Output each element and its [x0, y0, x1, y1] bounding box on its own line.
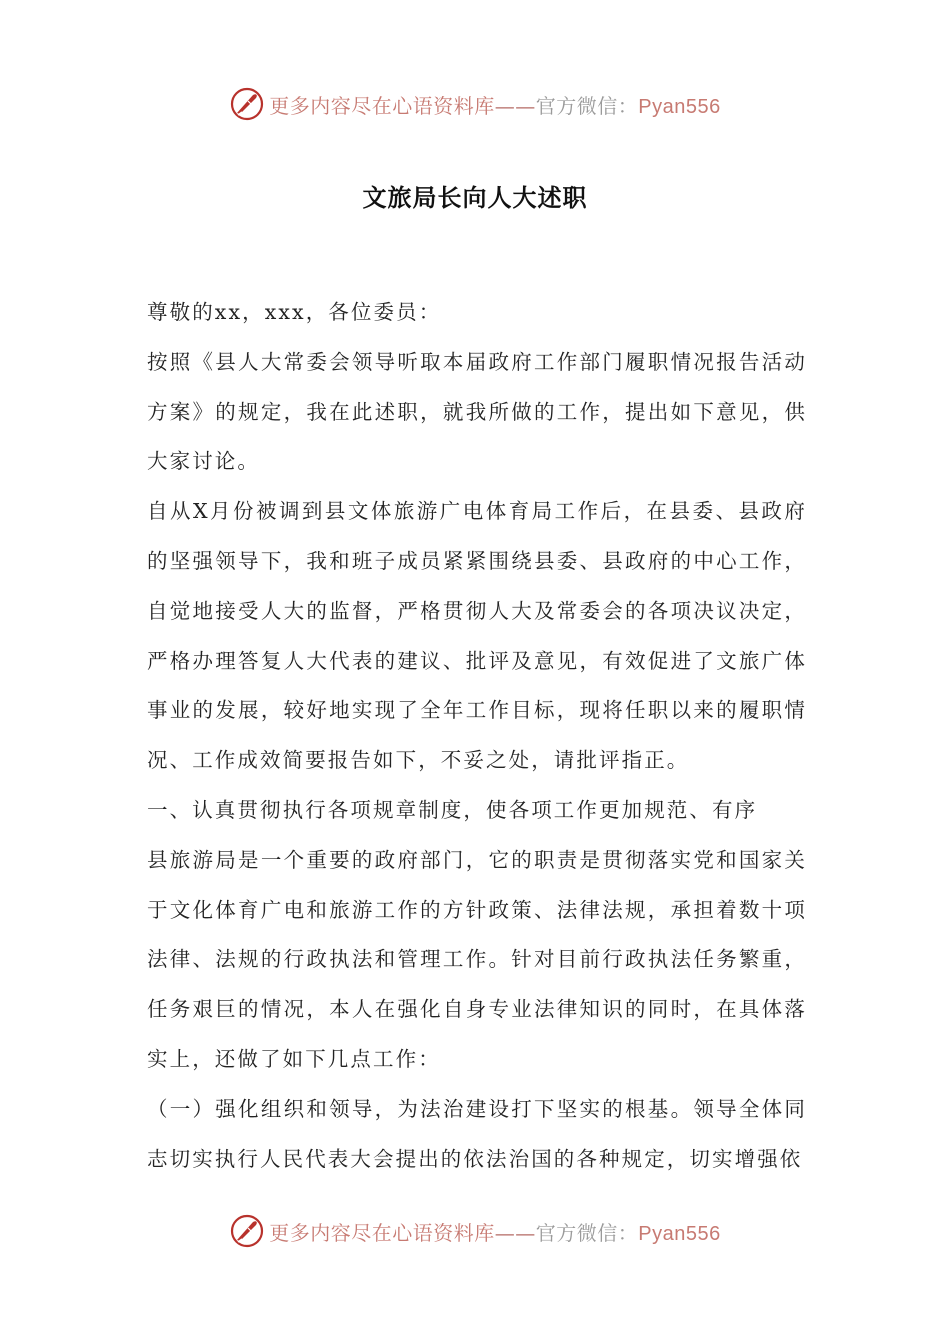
subsection-1-paragraph: （一）强化组织和领导，为法治建设打下坚实的根基。领导全体同志切实执行人民代表大会提出的依法治国的各种规定，切实增强依: [147, 1096, 807, 1171]
banner-wechat-label: 官方微信：: [535, 93, 639, 118]
quill-logo-icon: [229, 86, 265, 122]
banner-wechat-label: 官方微信：: [535, 1220, 639, 1245]
banner-main-text: 更多内容尽在心语资料库: [269, 1220, 495, 1245]
salutation-paragraph: 尊敬的xx，xxx，各位委员：: [147, 300, 442, 324]
banner-main-text: 更多内容尽在心语资料库: [269, 93, 495, 118]
footer-watermark-banner: [0, 1211, 950, 1251]
banner-text: [269, 1217, 720, 1246]
banner-separator: —: [494, 93, 516, 118]
banner-separator-2: —: [515, 1220, 536, 1245]
document-title: 文旅局长向人大述职: [362, 183, 588, 212]
section-heading-1: 一、认真贯彻执行各项规章制度，使各项工作更加规范、有序: [147, 797, 758, 822]
banner-separator: —: [494, 1220, 516, 1245]
intro-paragraph: 按照《县人大常委会领导听取本届政府工作部门履职情况报告活动方案》的规定，我在此述职，就我所做的工作，提出如下意见，供大家讨论。: [147, 349, 807, 474]
banner-wechat-id: Pyan556: [638, 1222, 721, 1245]
banner-separator-2: —: [515, 93, 536, 118]
banner-text: [269, 90, 720, 119]
header-watermark-banner: [0, 84, 950, 124]
document-body: [147, 288, 807, 1184]
section-1-paragraph: 县旅游局是一个重要的政府部门，它的职责是贯彻落实党和国家关于文化体育广电和旅游工作的方针政策、法律法规，承担着数十项法律、法规的行政执法和管理工作。针对目前行政执法任务繁重，任务艰巨的情况，本人在强化自身专业法律知识的同时，在具体落实上，还做了如下几点工作：: [147, 847, 807, 1071]
banner-wechat-id: Pyan556: [638, 95, 721, 118]
quill-logo-icon: [229, 1213, 265, 1249]
overview-paragraph: 自从X月份被调到县文体旅游广电体育局工作后，在县委、县政府的坚强领导下，我和班子成员紧紧围绕县委、县政府的中心工作，自觉地接受人大的监督，严格贯彻人大及常委会的各项决议决定，严格办理答复人大代表的建议、批评及意见，有效促进了文旅广体事业的发展，较好地实现了全年工作目标，现将任职以来的履职情况、工作成效简要报告如下，不妥之处，请批评指正。: [147, 499, 807, 773]
